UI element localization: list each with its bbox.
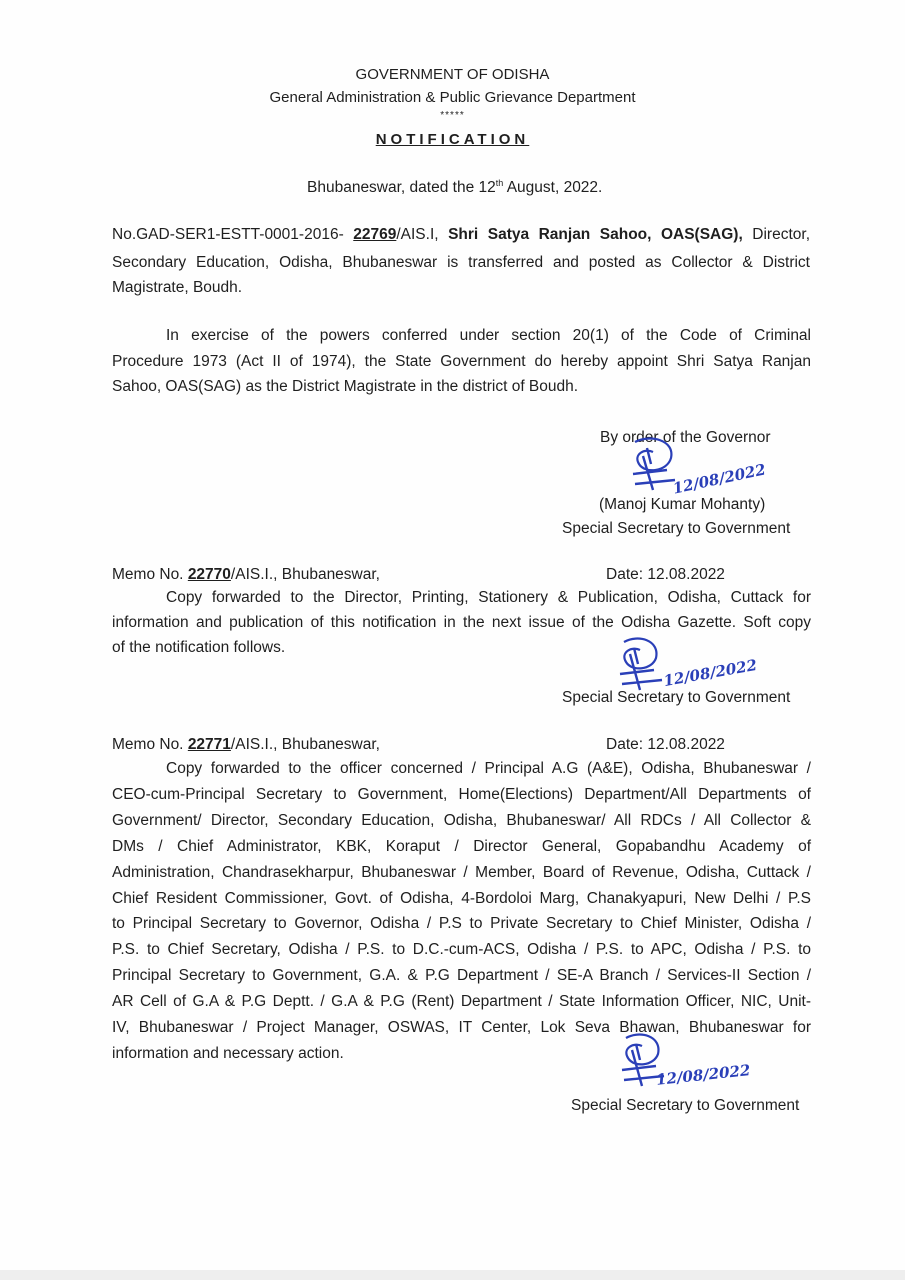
memo2-line: Chief Resident Commissioner, Govt. of Odisha, 4-Bordoloi Marg, Chanakyapuri, New Delhi / P.S [112,890,811,907]
exercise-line-2: Procedure 1973 (Act II of 1974), the State Government do hereby appoint Shri Satya Ranjan [112,353,811,370]
order-line-3: Magistrate, Boudh. [112,279,243,296]
memo2-line: Government/ Director, Secondary Education, Odisha, Bhubaneswar/ All RDCs / All Collector & [112,812,811,829]
page-bottom-edge [0,1270,905,1280]
by-order-text: By order of the Governor [600,429,771,446]
handwritten-date-1: 12/08/2022 [671,460,768,498]
memo2-line: P.S. to Chief Secretary, Odisha / P.S. to D.C.-cum-ACS, Odisha / P.S. to APC, Odisha / P.S. to [112,941,811,958]
signatory-designation-2: Special Secretary to Government [562,689,791,706]
officer-name: Shri Satya Ranjan Sahoo, OAS(SAG), [448,226,743,243]
memo1-line-2: information and publication of this notification in the next issue of the Odisha Gazette. Soft copy [112,614,811,631]
memo2-line: CEO-cum-Principal Secretary to Government, Home(Elections) Department/All Departments of [112,786,811,803]
memo1-line-1: Copy forwarded to the Director, Printing, Stationery & Publication, Odisha, Cuttack for [166,589,811,606]
order-line-2: Secondary Education, Odisha, Bhubaneswar is transferred and posted as Collector & District [112,254,810,271]
memo2-number-line: Memo No. 22771/AIS.I., Bhubaneswar, [112,736,380,753]
signatory-designation-3: Special Secretary to Government [571,1097,800,1114]
department-heading: General Administration & Public Grievance Department [269,89,636,106]
handwritten-date-2: 12/08/2022 [662,655,759,691]
memo2-line: Administration, Chandrasekharpur, Bhubaneswar / Member, Board of Revenue, Odisha, Cuttack / [112,864,811,881]
memo2-line: DMs / Chief Administrator, KBK, Koraput / Director General, Gopabandhu Academy of [112,838,811,855]
dateline: Bhubaneswar, dated the 12th August, 2022. [307,178,603,197]
memo2-line: Copy forwarded to the officer concerned / Principal A.G (A&E), Odisha, Bhubaneswar / [166,760,811,777]
signature-mark-3 [604,1026,804,1096]
exercise-line-1: In exercise of the powers conferred under section 20(1) of the Code of Criminal [166,327,811,344]
signature-mark-1 [605,430,805,505]
government-heading: GOVERNMENT OF ODISHA [355,66,550,83]
memo1-number: 22770 [187,566,231,583]
order-number: 22769 [353,226,397,243]
memo2-number: 22771 [187,736,231,753]
memo2-date: Date: 12.08.2022 [606,736,725,753]
memo1-date: Date: 12.08.2022 [606,566,725,583]
memo2-line: AR Cell of G.A & P.G Deptt. / G.A & P.G (Rent) Department / State Information Officer, NIC, Unit- [112,993,811,1010]
memo2-line: information and necessary action. [112,1045,344,1062]
exercise-line-3: Sahoo, OAS(SAG) as the District Magistrate in the district of Boudh. [112,378,579,395]
notification-title: NOTIFICATION [375,131,530,148]
memo2-line: to Principal Secretary to Governor, Odisha / P.S to Private Secretary to Chief Minister, Odisha / [112,915,811,932]
signatory-name: (Manoj Kumar Mohanty) [599,496,766,513]
order-line-1: No.GAD-SER1-ESTT-0001-2016- 22769/AIS.I, Shri Satya Ranjan Sahoo, OAS(SAG), Director, [112,226,810,243]
heading-stars: ***** [440,110,465,121]
handwritten-date-3: 12/08/2022 [655,1061,752,1089]
memo2-line: Principal Secretary to Government, G.A. & P.G Department / SE-A Branch / Services-II Section / [112,967,811,984]
memo1-number-line: Memo No. 22770/AIS.I., Bhubaneswar, [112,566,380,583]
memo1-line-3: of the notification follows. [112,639,286,656]
memo2-line: IV, Bhubaneswar / Project Manager, OSWAS, IT Center, Lok Seva Bhawan, Bhubaneswar for [112,1019,811,1036]
signatory-designation-1: Special Secretary to Government [562,520,791,537]
